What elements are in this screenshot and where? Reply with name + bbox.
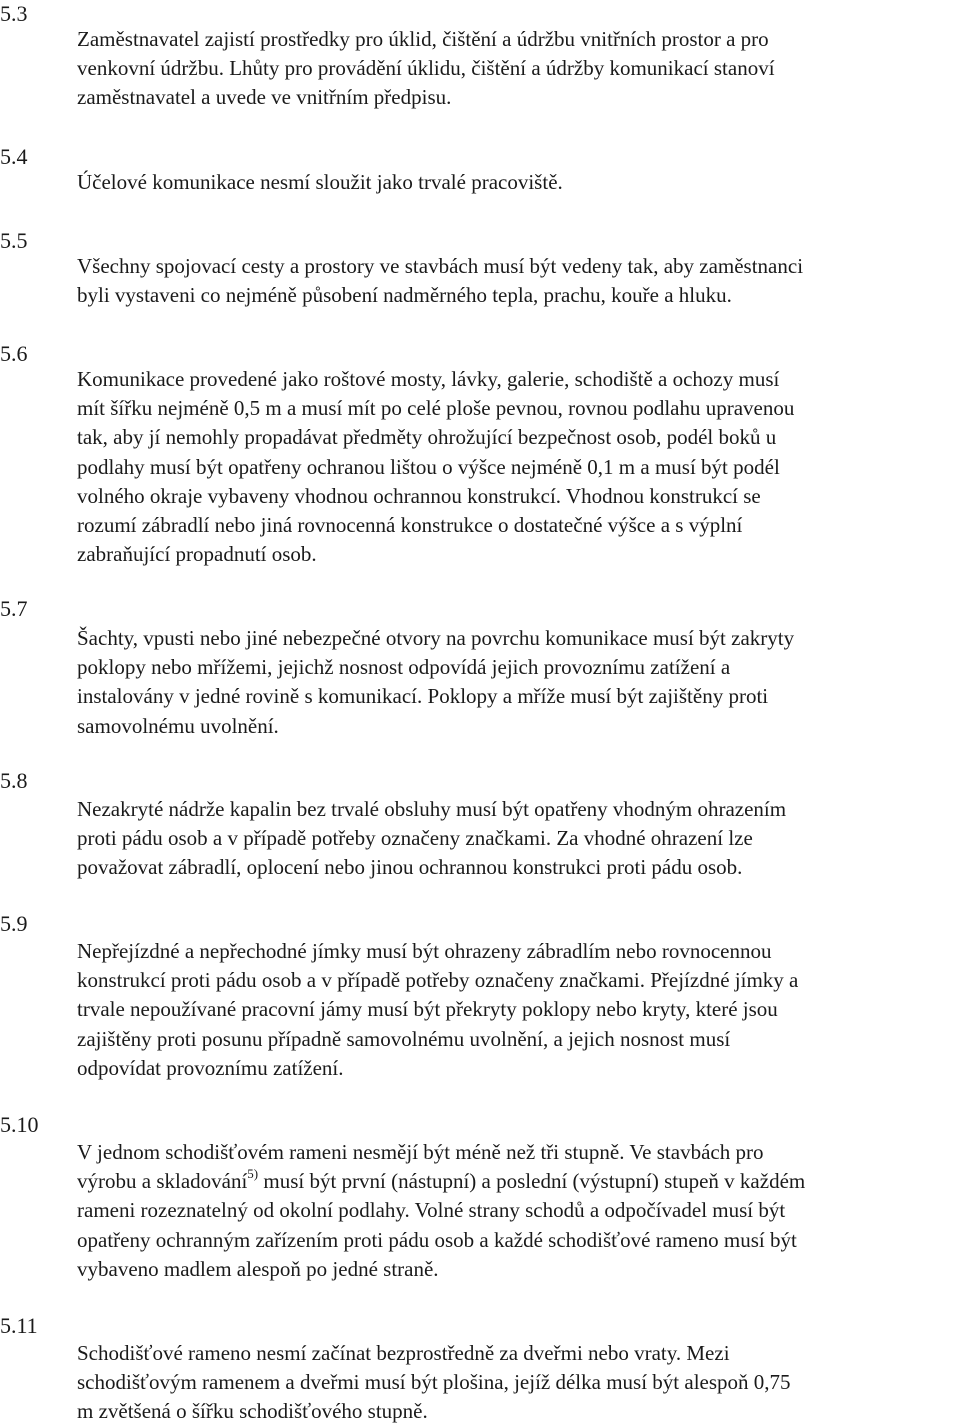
text-line: opatřeny ochranným zařízením proti pádu osob a každé schodišťové rameno musí být: [77, 1227, 797, 1252]
text-line: [77, 1167, 957, 1196]
section-number: 5.4: [0, 144, 28, 169]
section-paragraph: [77, 795, 957, 883]
text-line: instalovány v jedné rovině s komunikací. Poklopy a mříže musí být zajištěny proti: [77, 684, 769, 709]
text-line: považovat zábradlí, oplocení nebo jinou ochrannou konstrukci proti pádu osob.: [77, 855, 743, 880]
text-line: zaměstnavatel a uvede ve vnitřním předpisu.: [77, 85, 452, 110]
text-line: Nezakryté nádrže kapalin bez trvalé obsluhy musí být opatřeny vhodným ohrazením: [77, 797, 787, 821]
section-paragraph: [77, 25, 957, 113]
text-line: Schodišťové rameno nesmí začínat bezprostředně za dveřmi nebo vraty. Mezi: [77, 1341, 730, 1365]
text-line: zabraňující propadnutí osob.: [77, 542, 317, 567]
text-line: Komunikace provedené jako roštové mosty, lávky, galerie, schodiště a ochozy musí: [77, 367, 780, 391]
section-paragraph: [77, 168, 957, 197]
text-line: m zvětšená o šířku schodišťového stupně.: [77, 1399, 428, 1424]
text-line: venkovní údržbu. Lhůty pro provádění úklidu, čištění a údržby komunikací stanoví: [77, 56, 775, 81]
text-line: proti pádu osob a v případě potřeby označeny značkami. Za vhodné ohrazení lze: [77, 826, 753, 851]
text-fragment: musí být první (nástupní) a poslední (výstupní) stupeň v každém: [258, 1169, 806, 1194]
text-line: odpovídat provoznímu zatížení.: [77, 1055, 344, 1080]
text-line: Zaměstnavatel zajistí prostředky pro úklid, čištění a údržbu vnitřních prostor a pro: [77, 27, 769, 51]
text-line: trvale nepoužívané pracovní jámy musí být překryty poklopy nebo kryty, které jsou: [77, 997, 778, 1022]
section-number: 5.10: [0, 1112, 39, 1137]
text-line: podlahy musí být opatřeny ochranou lištou o výšce nejméně 0,1 m a musí být podél: [77, 454, 780, 479]
footnote-reference: 5): [247, 1166, 259, 1182]
text-line: tak, aby jí nemohly propadávat předměty ohrožující bezpečnost osob, podél boků u: [77, 425, 777, 450]
text-line: Všechny spojovací cesty a prostory ve stavbách musí být vedeny tak, aby zaměstnanci: [77, 254, 804, 278]
text-line: Šachty, vpusti nebo jiné nebezpečné otvory na povrchu komunikace musí být zakryty: [77, 626, 795, 650]
section-paragraph: [77, 937, 957, 1083]
section-number: 5.7: [0, 596, 28, 621]
section-number: 5.9: [0, 911, 28, 936]
text-line: schodišťovým ramenem a dveřmi musí být plošina, jejíž délka musí být alespoň 0,75: [77, 1370, 791, 1395]
text-line: byli vystaveni co nejméně působení nadměrného tepla, prachu, kouře a hluku.: [77, 283, 732, 308]
section-paragraph: [77, 624, 957, 741]
section-number: 5.11: [0, 1313, 38, 1338]
text-line: Nepřejízdné a nepřechodné jímky musí být ohrazeny zábradlím nebo rovnocennou: [77, 939, 772, 963]
section-paragraph: [77, 1339, 957, 1427]
text-line: mít šířku nejméně 0,5 m a musí mít po celé ploše pevnou, rovnou podlahu upravenou: [77, 396, 795, 421]
text-line: volného okraje vybaveny vhodnou ochrannou konstrukcí. Vhodnou konstrukcí se: [77, 483, 761, 508]
section-number: 5.8: [0, 768, 28, 793]
text-line: Účelové komunikace nesmí sloužit jako trvalé pracoviště.: [77, 170, 563, 194]
section-paragraph: [77, 365, 957, 569]
section-number: 5.3: [0, 1, 28, 26]
text-line: rameni rozeznatelný od okolní podlahy. Volné strany schodů a odpočívadel musí být: [77, 1198, 786, 1223]
text-line: poklopy nebo mřížemi, jejichž nosnost odpovídá jejich provoznímu zatížení a: [77, 655, 731, 680]
section-paragraph: [77, 252, 957, 310]
text-line: vybaveno madlem alespoň po jedné straně.: [77, 1256, 439, 1281]
text-line: rozumí zábradlí nebo jiná rovnocenná konstrukce o dostatečné výšce a s výplní: [77, 513, 743, 538]
text-line: zajištěny proti posunu případně samovolnému uvolnění, a jejich nosnost musí: [77, 1026, 731, 1051]
section-paragraph: [77, 1138, 957, 1284]
section-number: 5.6: [0, 341, 28, 366]
text-fragment: výrobu a skladování: [77, 1169, 248, 1194]
text-line: V jednom schodišťovém rameni nesmějí být méně než tři stupně. Ve stavbách pro: [77, 1140, 764, 1164]
text-line: samovolnému uvolnění.: [77, 713, 279, 738]
section-number: 5.5: [0, 228, 28, 253]
text-line: konstrukcí proti pádu osob a v případě potřeby označeny značkami. Přejízdné jímky a: [77, 968, 799, 993]
